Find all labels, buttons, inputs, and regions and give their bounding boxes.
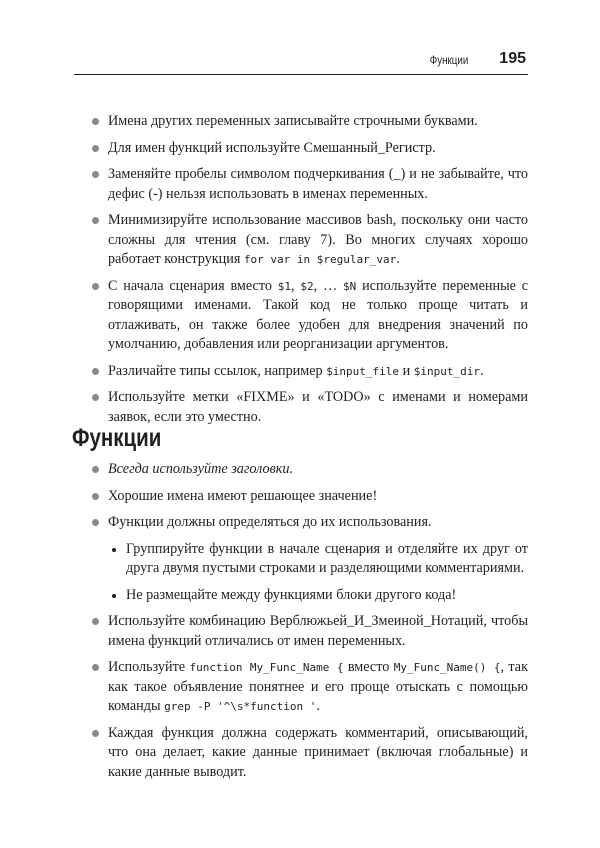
bullet-icon <box>92 730 99 737</box>
text: Используйте <box>108 659 190 675</box>
bullet-icon <box>92 466 99 473</box>
inline-code: My_Func_Name() { <box>393 661 501 674</box>
text: и <box>399 362 414 379</box>
text: С начала сценария вместо <box>108 277 278 294</box>
text: Используйте метки «FIXME» и «TODO» с именами и номерами заявок, если это уместно. <box>108 389 528 425</box>
bullet-icon <box>92 368 99 375</box>
text: Не размещайте между функциями блоки другого кода! <box>126 586 457 603</box>
bullet-icon <box>112 548 116 552</box>
text: Заменяйте пробелы символом подчеркивания (_) и не забывайте, что дефис (-) нельзя использовать в именах переменных. <box>108 166 528 202</box>
inline-code: function My_Func_Name { <box>189 661 344 674</box>
section-heading: Функции <box>72 424 162 452</box>
text: Группируйте функции в начале сценария и отделяйте их друг от друга двумя пустыми строками и разделяющими комментариями. <box>126 540 528 576</box>
page-number: 195 <box>499 50 526 67</box>
list-item <box>90 658 528 717</box>
text: . <box>396 251 400 267</box>
list-item <box>90 211 528 270</box>
bullet-icon <box>92 618 99 625</box>
bullet-icon <box>92 394 99 401</box>
text: . <box>479 362 484 379</box>
text: , … <box>313 277 344 294</box>
text: , так как такое объявление понятнее и его проще отыскать с помощью команды <box>108 659 528 714</box>
list-item <box>90 388 528 427</box>
bullet-icon <box>92 217 99 224</box>
italic-text: Всегда используйте заголовки. <box>108 461 294 477</box>
text: , <box>291 277 301 294</box>
inline-code: for var in $regular_var <box>243 253 397 266</box>
running-header-section: Функции <box>429 55 468 67</box>
inline-code: $2 <box>300 279 314 293</box>
list-item <box>90 487 528 507</box>
text: Имена других переменных записывайте строчными буквами. <box>108 113 478 129</box>
list-item <box>90 139 528 159</box>
bullet-icon <box>112 594 116 598</box>
bullet-icon <box>92 493 99 500</box>
text: Функции должны определяться до их использования. <box>108 514 432 530</box>
text: Для имен функций используйте Смешанный_Регистр. <box>108 139 436 156</box>
inline-code: $input_file <box>326 364 400 378</box>
list-item <box>90 724 528 783</box>
text: Различайте типы ссылок, например <box>108 362 327 379</box>
naming-guidelines-list <box>90 112 528 434</box>
sub-list-item <box>90 540 528 579</box>
list-item <box>90 460 528 480</box>
running-header <box>74 50 528 75</box>
functions-guidelines-list <box>90 460 528 789</box>
bullet-icon <box>92 118 99 125</box>
list-item <box>90 165 528 204</box>
bullet-icon <box>92 283 99 290</box>
bullet-icon <box>92 664 99 671</box>
text: Хорошие имена имеют решающее значение! <box>108 487 378 504</box>
bullet-icon <box>92 145 99 152</box>
text: вместо <box>343 659 394 675</box>
list-item <box>90 612 528 651</box>
text: Каждая функция должна содержать комментарий, описывающий, что она делает, какие данные принимает (включая глобальные) и какие данные выводит. <box>108 724 528 780</box>
list-item <box>90 112 528 132</box>
list-item <box>90 362 528 382</box>
bullet-icon <box>92 519 99 526</box>
text: Минимизируйте использование массивов bash, поскольку они часто сложны для чтения (см. главу 7). Во многих случаях хорошо работает конструкция <box>108 212 528 267</box>
inline-code: $input_dir <box>413 364 480 378</box>
inline-code: grep -P '^\s*function ' <box>164 700 317 713</box>
bullet-icon <box>92 171 99 178</box>
text: . <box>316 698 320 714</box>
list-item <box>90 513 528 533</box>
text: используйте переменные с говорящими именами. Такой код не только проще читать и отлаживать, он также более удобен для внедрения значений по умолчанию, добавления или реорганизации аргументов. <box>108 277 529 352</box>
inline-code: $1 <box>277 279 292 293</box>
text: Используйте комбинацию Верблюжьей_И_Змеиной_Нотаций, чтобы имена функций отличались от имен переменных. <box>108 613 528 649</box>
sub-list-item <box>90 586 528 606</box>
list-item <box>90 277 528 355</box>
inline-code: $N <box>343 279 357 293</box>
